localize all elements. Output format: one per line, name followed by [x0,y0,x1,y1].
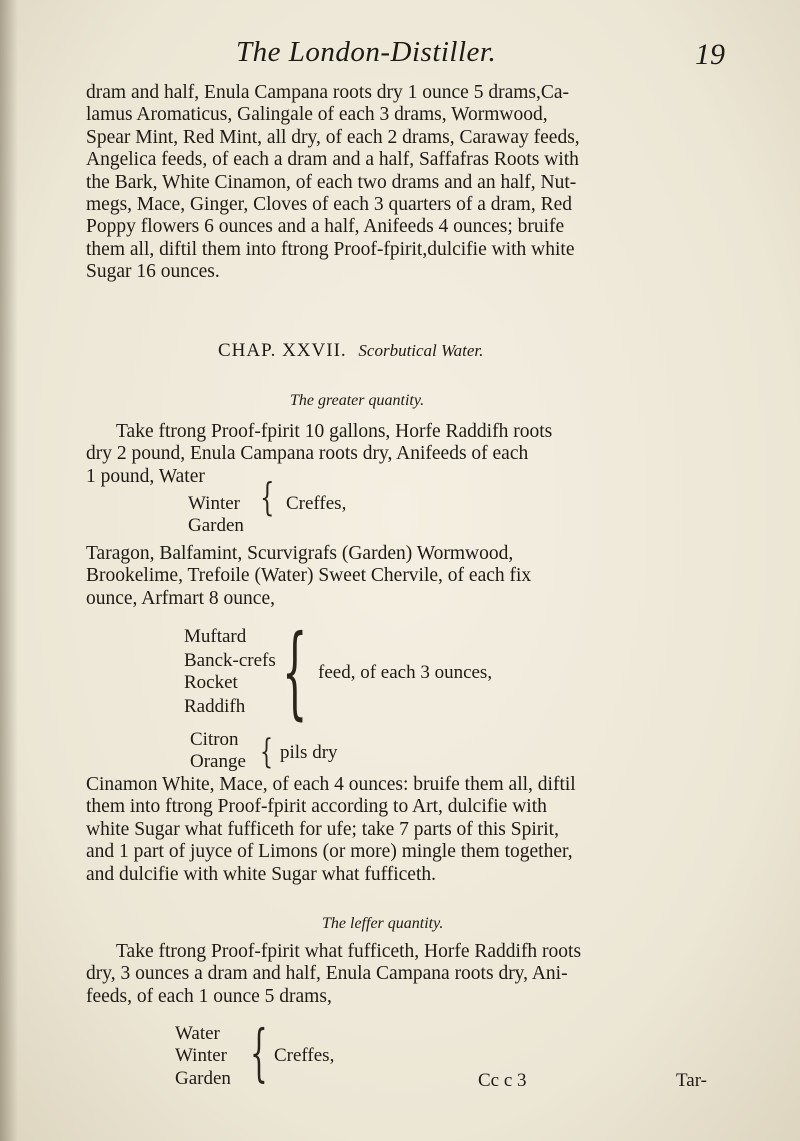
text-line: Cinamon White, Mace, of each 4 ounces: bruife them all, diftil [86,774,576,795]
subheading-greater-quantity: The greater quantity. [290,392,425,409]
text-line: Sugar 16 ounces. [86,261,220,283]
text-line: dram and half, Enula Campana roots dry 1 ounce 5 drams,Ca- [86,82,570,103]
text-line: them all, diftil them into ftrong Proof-fpirit,dulcifie with white [86,238,575,260]
cresses-label: Creffes, [286,493,347,514]
text-line: them into ftrong Proof-fpirit according to Art, dulcifie with [86,796,547,818]
brace-symbol: { [260,475,275,519]
signature-mark: Cc c 3 [478,1070,527,1091]
seeds-label: feed, of each 3 ounces, [318,662,493,683]
text-line: Angelica feeds, of each a dram and a half, Saffafras Roots with [86,149,579,171]
cresses-winter: Winter [175,1045,227,1066]
text-line: Brookelime, Trefoile (Water) Sweet Chervile, of each fix [86,565,532,587]
cresses-winter: Winter [188,493,240,514]
text-line: dry 2 pound, Enula Campana roots dry, Anifeeds of each [86,443,529,465]
seed-item: Raddifh [184,696,246,717]
cresses-garden: Garden [175,1068,231,1089]
text-line: ounce, Arfmart 8 ounce, [86,587,275,609]
text-line: white Sugar what fufficeth for ufe; take 7 parts of this Spirit, [86,818,559,840]
text-line: and dulcifie with white Sugar what fufficeth. [86,863,437,885]
seed-item: Rocket [184,672,238,693]
text-line: lamus Aromaticus, Galingale of each 3 drams, Wormwood, [86,104,548,126]
peel-item: Citron [190,729,239,750]
peel-item: Orange [190,751,246,772]
paragraph-lesser-quantity [86,941,736,1008]
text-line: 1 pound, Water [86,465,205,487]
subheading-lesser-quantity: The leffer quantity. [322,915,444,932]
catchword: Tar- [676,1070,707,1091]
text-line: Take ftrong Proof-fpirit 10 gallons, Horfe Raddifh roots [116,421,553,442]
paragraph-herbs [86,543,736,610]
brace-symbol: { [260,732,273,772]
page-number: 19 [695,38,725,71]
seed-item: Banck-crefs [184,650,276,671]
text-line: Take ftrong Proof-fpirit what fufficeth, Horfe Raddifh roots [116,941,582,962]
brace-symbol: { [250,1016,268,1089]
cresses-garden: Garden [188,515,244,536]
chapter-heading [218,340,483,362]
peel-label: pils dry [280,742,338,763]
running-title: The London-Distiller. [236,36,497,68]
gutter-shadow [0,0,18,1141]
text-line: Taragon, Balfamint, Scurvigrafs (Garden) Wormwood, [86,543,514,564]
cresses-water: Water [175,1023,220,1044]
cresses-label: Creffes, [274,1045,335,1066]
text-line: the Bark, White Cinamon, of each two drams and an half, Nut- [86,171,577,193]
seed-item: Muftard [184,626,247,647]
paragraph-greater-quantity [86,421,736,488]
paragraph-method [86,774,736,886]
text-line: feeds, of each 1 ounce 5 drams, [86,985,332,1007]
text-line: megs, Mace, Ginger, Cloves of each 3 quarters of a dram, Red [86,193,573,215]
brace-symbol: { [282,613,308,730]
text-line: dry, 3 ounces a dram and half, Enula Campana roots dry, Ani- [86,963,568,985]
paragraph-continued-recipe [86,82,736,284]
text-line: Spear Mint, Red Mint, all dry, of each 2 drams, Caraway feeds, [86,126,580,148]
text-line: and 1 part of juyce of Limons (or more) mingle them together, [86,841,573,863]
text-line: Poppy flowers 6 ounces and a half, Anifeeds 4 ounces; bruife [86,216,565,238]
chapter-title: Scorbutical Water. [358,341,484,360]
chapter-label: CHAP. XXVII. [218,340,347,361]
page-header [0,28,800,76]
